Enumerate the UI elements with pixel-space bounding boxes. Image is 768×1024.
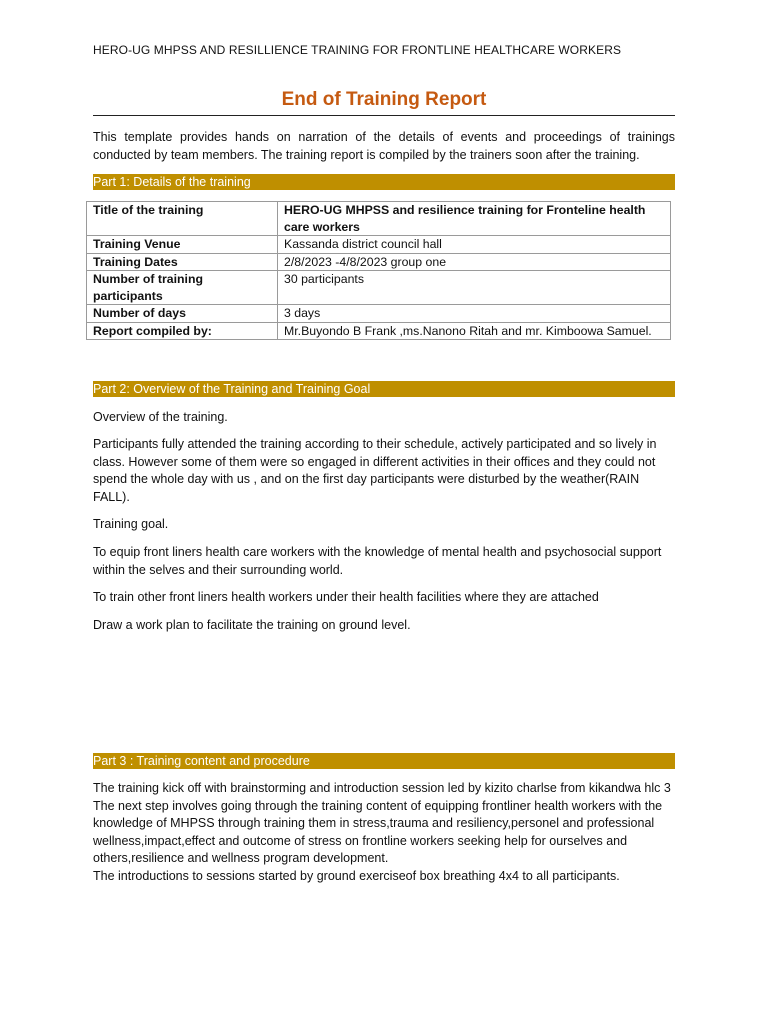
section-heading-part1: Part 1: Details of the training: [93, 174, 675, 190]
procedure-line: The next step involves going through the training content of equipping frontliner health workers with the knowledge of MHPSS through training them in stress,trauma and resiliency,personel and professional wellness,impact,effect and outcome of stress on frontline workers seeking help for ourselves and others,resilience and wellness program development.: [93, 798, 663, 865]
table-key: Title of the training: [87, 202, 278, 236]
table-value: 3 days: [278, 305, 671, 323]
table-key: Report compiled by:: [87, 322, 278, 340]
goal-item: Draw a work plan to facilitate the training on ground level.: [93, 618, 411, 632]
page-header: HERO-UG MHPSS AND RESILLIENCE TRAINING FOR FRONTLINE HEALTHCARE WORKERS: [93, 43, 622, 57]
table-row: [87, 253, 671, 271]
table-key: Training Venue: [87, 236, 278, 254]
table-value: Kassanda district council hall: [278, 236, 671, 254]
procedure-line: The introductions to sessions started by ground exerciseof box breathing 4x4 to all participants.: [93, 868, 620, 883]
goal-label: Training goal.: [93, 517, 169, 531]
overview-label: Overview of the training.: [93, 410, 228, 424]
section-heading-part3: Part 3 : Training content and procedure: [93, 753, 675, 769]
goal-item: To train other front liners health workers under their health facilities where they are attached: [93, 590, 599, 604]
table-key: Number of days: [87, 305, 278, 323]
title-divider: [93, 115, 675, 116]
table-value: Mr.Buyondo B Frank ,ms.Nanono Ritah and mr. Kimboowa Samuel.: [278, 322, 671, 340]
table-row: [87, 305, 671, 323]
procedure-text: [93, 780, 675, 885]
overview-text: Participants fully attended the training according to their schedule, actively participated and so lively in class. However some of them were so engaged in different activities in their offices and they could not spend the whole day with us , and on the first day participants were disturbed by the weather(RAIN FALL).: [93, 437, 657, 504]
table-key: Training Dates: [87, 253, 278, 271]
procedure-line: The training kick off with brainstorming and introduction session led by kizito charlse from kikandwa hlc 3: [93, 781, 671, 795]
table-value: 2/8/2023 -4/8/2023 group one: [278, 253, 671, 271]
page-title: End of Training Report: [281, 89, 487, 110]
table-value: HERO-UG MHPSS and resilience training for Fronteline health care workers: [278, 202, 671, 236]
table-row: [87, 322, 671, 340]
training-details-table: [86, 201, 671, 340]
table-key: Number of training participants: [87, 271, 278, 305]
table-value: 30 participants: [278, 271, 671, 305]
table-row: [87, 236, 671, 254]
goal-item: To equip front liners health care workers with the knowledge of mental health and psychosocial support within the selves and their surrounding world.: [93, 545, 662, 577]
intro-paragraph: This template provides hands on narration of the details of events and proceedings of trainings conducted by team members. The training report is compiled by the trainers soon after the training.: [93, 130, 675, 162]
section-heading-part2: Part 2: Overview of the Training and Training Goal: [93, 381, 675, 397]
table-row: [87, 271, 671, 305]
table-row: [87, 202, 671, 236]
